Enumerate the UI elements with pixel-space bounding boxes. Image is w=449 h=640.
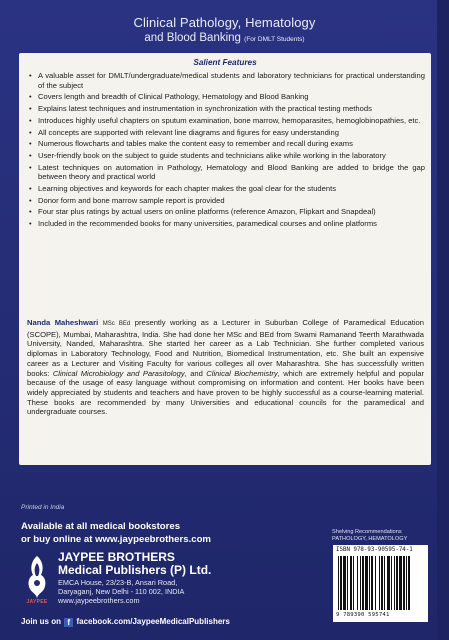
barcode-bar xyxy=(347,556,348,610)
address-line: Daryaganj, New Delhi - 110 002, INDIA xyxy=(58,587,185,596)
book-title-1: Clinical Microbiology and Parasitology xyxy=(52,368,185,378)
barcode-bar xyxy=(403,556,405,610)
barcode-bar xyxy=(371,556,373,610)
bio-text-1: presently working as a Lecturer in Suburban College of Paramedical Education (SCOPE), Mumbai, Maharashtra, India. She had done her MSc and BEd from Swami Ramanand Teerth Marathwada University, Nanded, Maharashtra. She started her career as a Lab Technician. She further completed various diplomas in Laboratory Technology, Food and Nutrition, Biomedical Instrumentation, etc. She built an expensive career as a Lecturer and Visiting Faculty for various colleges all over Maharashtra. She has successfully written books: xyxy=(27,318,424,378)
barcode-bar xyxy=(399,556,402,610)
bio-text-2: , and xyxy=(184,368,207,378)
feature-item xyxy=(27,151,425,161)
barcode-bar xyxy=(396,556,398,610)
feature-item xyxy=(27,196,425,206)
barcode-box xyxy=(333,545,428,622)
barcode-bar xyxy=(375,556,376,610)
salient-features-heading: Salient Features xyxy=(193,58,257,67)
facebook-icon: f xyxy=(64,618,73,627)
barcode-bar xyxy=(379,556,380,610)
barcode-bar xyxy=(365,556,368,610)
facebook-link[interactable]: facebook.com/JaypeeMedicalPublishers xyxy=(76,617,230,626)
content-panel xyxy=(19,53,431,465)
shelving-subjects: PATHOLOGY, HEMATOLOGY xyxy=(332,535,408,542)
feature-item xyxy=(27,128,425,138)
feature-text: Explains latest techniques and instrumentation in synchronization with the practical testing methods xyxy=(38,104,372,114)
bullet-icon: • xyxy=(29,115,32,125)
feature-item xyxy=(27,163,425,182)
title-line-2-main: and Blood Banking xyxy=(144,32,241,44)
availability-line-1: Available at all medical bookstores xyxy=(21,521,181,532)
author-name: Nanda Maheshwari xyxy=(27,318,99,327)
feature-item xyxy=(27,219,425,229)
barcode-bar xyxy=(340,556,342,610)
feature-text: Introduces highly useful chapters on sputum examination, bone marrow, hemoparasites, hemoglobinopathies, etc. xyxy=(38,115,421,125)
feature-item xyxy=(27,139,425,149)
barcode-bar xyxy=(381,556,383,610)
feature-item xyxy=(27,71,425,90)
barcode-bar xyxy=(350,556,352,610)
bullet-icon: • xyxy=(29,92,32,102)
bullet-icon: • xyxy=(29,207,32,217)
feature-text: Donor form and bone marrow sample report is provided xyxy=(38,195,225,205)
publisher-name-line-1: JAYPEE BROTHERS xyxy=(58,550,175,564)
barcode-bar xyxy=(357,556,358,610)
feature-text: Four star plus ratings by actual users on online platforms (reference Amazon, Flipkart and Snapdeal) xyxy=(38,207,376,217)
bullet-icon: • xyxy=(29,219,32,229)
feature-item xyxy=(27,92,425,102)
barcode-bar xyxy=(343,556,346,610)
author-bio xyxy=(27,318,424,417)
isbn-text: ISBN 978-93-90595-74-1 xyxy=(336,547,413,553)
barcode-bar xyxy=(338,556,339,610)
title-line-2-small: (For DMLT Students) xyxy=(244,36,305,43)
publisher-name-line-2: Medical Publishers (P) Ltd. xyxy=(58,563,212,577)
barcode-bar xyxy=(360,556,361,610)
bullet-icon: • xyxy=(29,139,32,149)
salient-features-list xyxy=(27,71,425,231)
barcode-bar xyxy=(387,556,390,610)
book-title xyxy=(0,14,449,47)
bullet-icon: • xyxy=(29,150,32,160)
barcode-bar xyxy=(408,556,410,610)
barcode-icon xyxy=(336,556,425,610)
feature-text: All concepts are supported with relevant line diagrams and figures for easy understanding xyxy=(38,127,339,137)
feature-text: A valuable asset for DMLT/undergraduate/medical students and laboratory technicians for practical understanding of the subject xyxy=(38,71,425,90)
feature-text: Numerous flowcharts and tables make the content easy to remember and recall during exams xyxy=(38,139,353,149)
feature-text: Latest techniques on automation in Pathology, Hematology and Blood Banking are added to bridge the gap between theory and practical world xyxy=(38,162,425,182)
printed-in: Printed in India xyxy=(21,504,65,511)
book-title-2: Clinical Biochemistry xyxy=(206,368,278,378)
barcode-bar xyxy=(384,556,385,610)
availability-line-2[interactable]: or buy online at www.jaypeebrothers.com xyxy=(21,533,211,545)
feature-text: Covers length and breadth of Clinical Pathology, Hematology and Blood Banking xyxy=(38,92,309,102)
feature-text: Learning objectives and keywords for each chapter makes the goal clear for the students xyxy=(38,184,337,194)
author-credentials: MSc BEd xyxy=(102,321,131,327)
barcode-bar xyxy=(391,556,392,610)
spine-edge xyxy=(437,0,449,640)
bullet-icon: • xyxy=(29,195,32,205)
feature-item xyxy=(27,184,425,194)
feature-text: Included in the recommended books for many universities, paramedical courses and online platforms xyxy=(38,219,377,229)
publisher-address xyxy=(58,578,184,605)
bullet-icon: • xyxy=(29,127,32,137)
social-join xyxy=(21,617,230,627)
address-line: EMCA House, 23/23-B, Ansari Road, xyxy=(58,578,178,587)
bullet-icon: • xyxy=(29,184,32,194)
bullet-icon: • xyxy=(29,71,32,80)
barcode-bar xyxy=(362,556,364,610)
feature-text: User-friendly book on the subject to guide students and technicians alike while working in the laboratory xyxy=(38,150,386,160)
bullet-icon: • xyxy=(29,104,32,114)
title-line-2 xyxy=(0,31,449,47)
shelving-label: Shelving Recommendations xyxy=(332,529,402,535)
availability xyxy=(21,521,211,546)
feature-item xyxy=(27,207,425,217)
feature-item xyxy=(27,104,425,114)
title-line-1: Clinical Pathology, Hematology xyxy=(133,15,316,30)
publisher-name xyxy=(58,551,211,577)
barcode-bar xyxy=(394,556,395,610)
publisher-logo-text: JAYPEE xyxy=(26,599,48,605)
barcode-bar xyxy=(353,556,354,610)
barcode-bar xyxy=(406,556,407,610)
barcode-bar xyxy=(369,556,370,610)
bullet-icon: • xyxy=(29,162,32,172)
barcode-number: 9 789390 595741 xyxy=(336,612,390,618)
bio-text-3: , which are extremely helpful and popular because of the usage of easy language without compromising on information and content. Her books have been widely appreciated by students and teachers and have proven to be highly successful as a course-learning material. These books are recommended by many Universities and educational councils for the paramedical and undergraduate courses. xyxy=(27,368,425,417)
shelving-recommendations xyxy=(332,529,407,543)
join-prefix: Join us on xyxy=(21,617,61,626)
website-link[interactable]: www.jaypeebrothers.com xyxy=(58,596,140,605)
feature-item xyxy=(27,116,425,126)
